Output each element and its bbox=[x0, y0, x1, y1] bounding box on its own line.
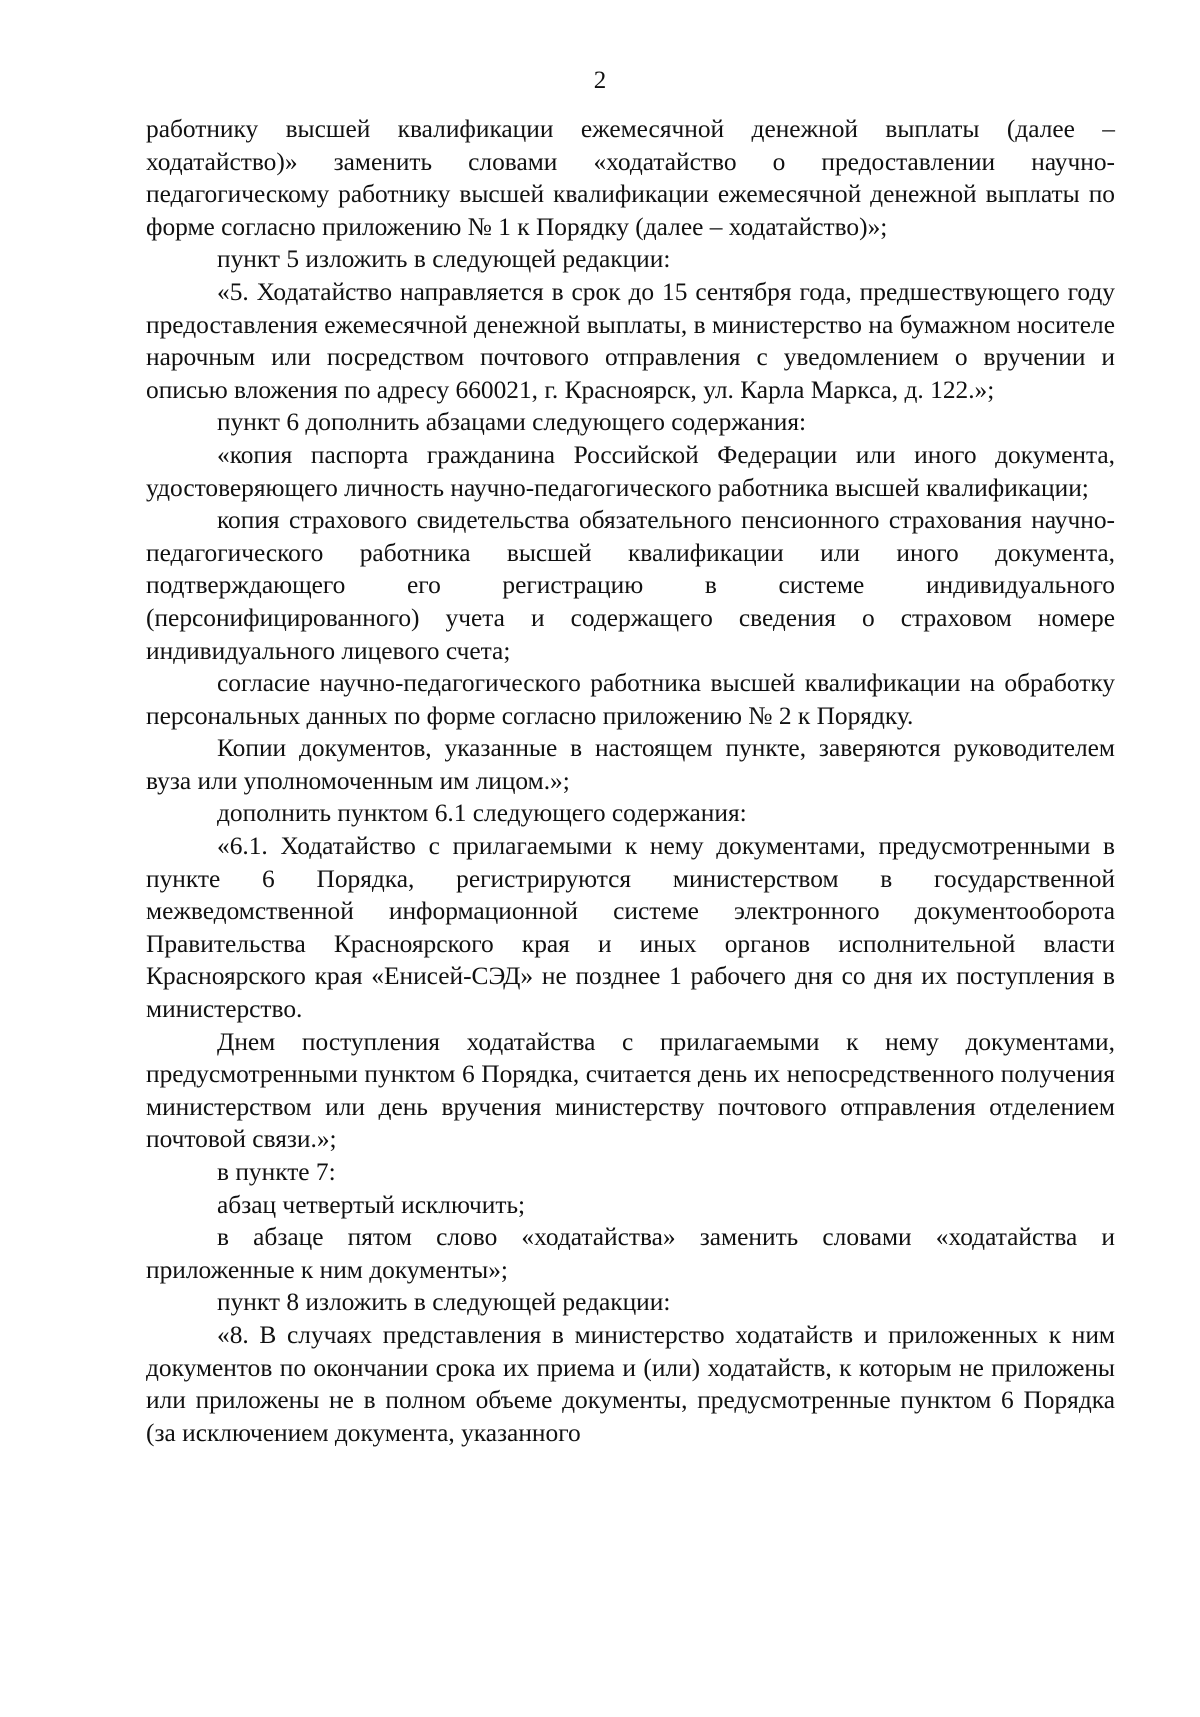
paragraph: «8. В случаях представления в министерство ходатайств и приложенных к ним документов по окончании срока их приема и (или) ходатайств, к которым не приложены или приложены не в полном объеме документы, предусмотренные пунктом 6 Порядка (за исключением документа, указанного bbox=[146, 1320, 1115, 1447]
paragraph: согласие научно-педагогического работника высшей квалификации на обработку персональных данных по форме согласно приложению № 2 к Порядку. bbox=[146, 669, 1115, 730]
paragraph: пункт 8 изложить в следующей редакции: bbox=[217, 1288, 671, 1317]
paragraph: абзац четвертый исключить; bbox=[217, 1190, 526, 1219]
paragraph: в абзаце пятом слово «ходатайства» заменить словами «ходатайства и приложенные к ним документы»; bbox=[146, 1223, 1115, 1284]
paragraph: «5. Ходатайство направляется в срок до 15 сентября года, предшествующего году предоставления ежемесячной денежной выплаты, в министерство на бумажном носителе нарочным или посредством почтового отправления с уведомлением о вручении и описью вложения по адресу 660021, г. Красноярск, ул. Карла Маркса, д. 122.»; bbox=[146, 277, 1115, 404]
paragraph: пункт 6 дополнить абзацами следующего содержания: bbox=[217, 408, 807, 437]
paragraph: в пункте 7: bbox=[217, 1158, 336, 1186]
paragraph: Днем поступления ходатайства с прилагаемыми к нему документами, предусмотренными пунктом 6 Порядка, считается день их непосредственного получения министерством или день вручения министерству почтового отправления отделением почтовой связи.»; bbox=[146, 1027, 1115, 1154]
document-body bbox=[146, 113, 1115, 1449]
paragraph: дополнить пунктом 6.1 следующего содержания: bbox=[217, 799, 747, 828]
paragraph: «6.1. Ходатайство с прилагаемыми к нему документами, предусмотренными в пункте 6 Порядка, регистрируются министерством в государственной межведомственной информационной системе электронного документооборота Правительства Красноярского края и иных органов исполнительной власти Красноярского края «Енисей-СЭД» не позднее 1 рабочего дня со дня их поступления в министерство. bbox=[146, 832, 1115, 1024]
paragraph: Копии документов, указанные в настоящем пункте, заверяются руководителем вуза или уполномоченным им лицом.»; bbox=[146, 734, 1115, 795]
paragraph: копия страхового свидетельства обязательного пенсионного страхования научно-педагогического работника высшей квалификации или иного документа, подтверждающего его регистрацию в системе индивидуального (персонифицированного) учета и содержащего сведения о страховом номере индивидуального лицевого счета; bbox=[146, 506, 1115, 665]
page-number: 2 bbox=[593, 67, 607, 94]
paragraph: работнику высшей квалификации ежемесячной денежной выплаты (далее – ходатайство)» заменить словами «ходатайство о предоставлении научно-педагогическому работнику высшей квалификации ежемесячной денежной выплаты по форме согласно приложению № 1 к Порядку (далее – ходатайство)»; bbox=[146, 115, 1115, 241]
paragraph: «копия паспорта гражданина Российской Федерации или иного документа, удостоверяющего личность научно-педагогического работника высшей квалификации; bbox=[146, 440, 1115, 502]
paragraph: пункт 5 изложить в следующей редакции: bbox=[217, 245, 671, 274]
